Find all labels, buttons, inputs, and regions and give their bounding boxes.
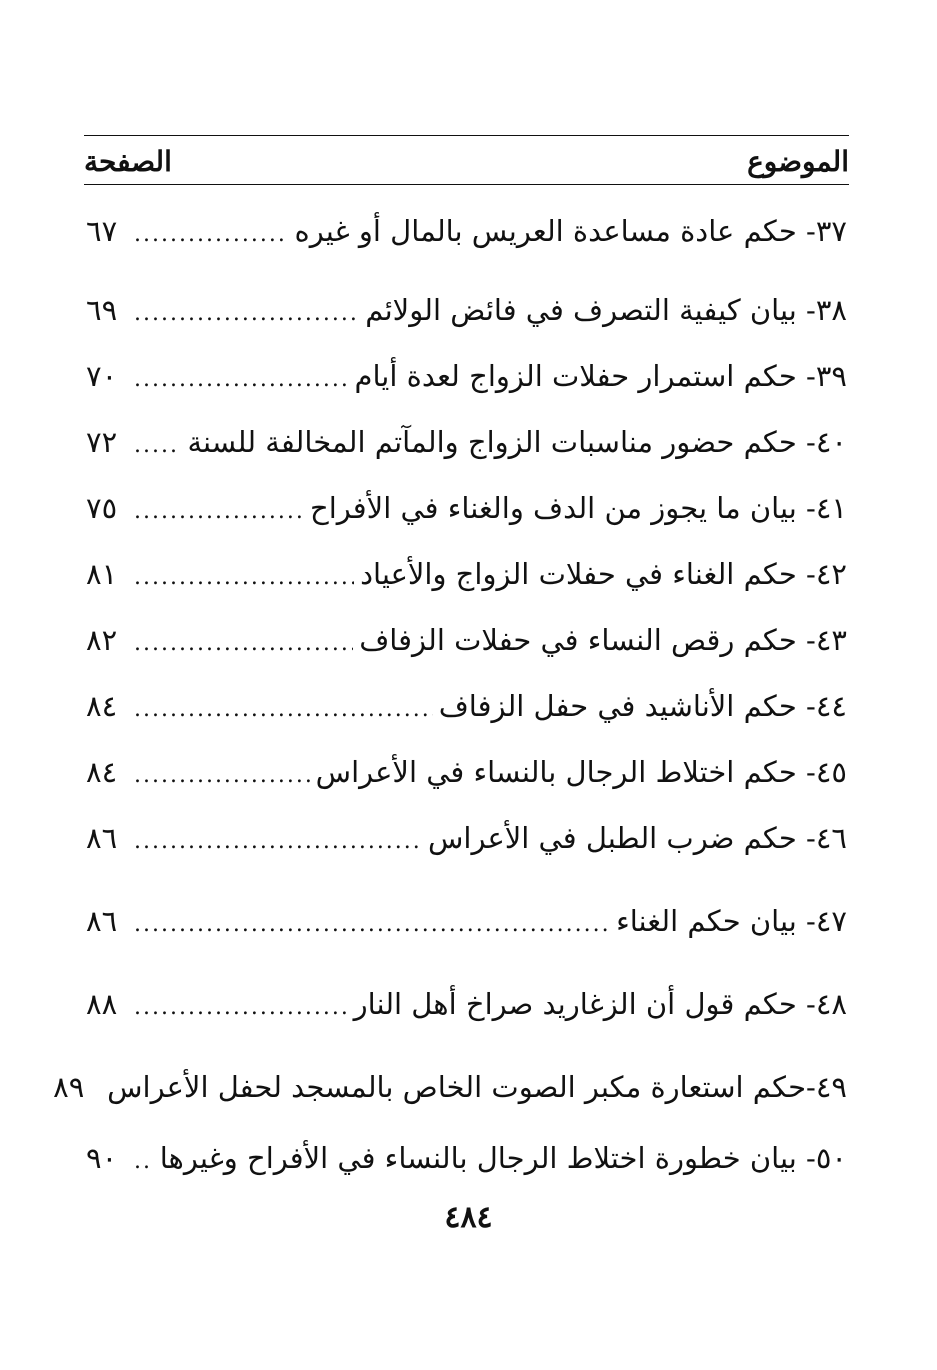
toc-leader-dots — [134, 488, 304, 536]
toc-entry-title: ٤٧- بيان حكم الغناء — [616, 904, 847, 938]
toc-leader-dots — [134, 422, 181, 470]
header-bottom-rule — [84, 184, 849, 185]
toc-entry-title: ٤٢- حكم الغناء في حفلات الزواج والأعياد — [360, 557, 847, 591]
toc-entry-page: ٨١ — [86, 557, 118, 591]
toc-entry-page: ٩٠ — [86, 1141, 118, 1175]
toc-entry-page: ٨٩ — [53, 1070, 85, 1104]
toc-entry — [86, 682, 847, 730]
toc-entry — [86, 748, 847, 796]
toc-entry-title: ٣٨- بيان كيفية التصرف في فائض الولائم — [365, 293, 847, 327]
toc-leader-dots — [134, 554, 354, 602]
toc-leader-dots — [134, 901, 610, 949]
toc-entry-page: ٨٦ — [86, 904, 118, 938]
toc-entry-page: ٦٩ — [86, 293, 118, 327]
toc-entry-page: ٨٦ — [86, 821, 118, 855]
toc-entry-page: ٦٧ — [86, 214, 118, 248]
toc-entry-title: ٤٥- حكم اختلاط الرجال بالنساء في الأعراس — [315, 755, 847, 789]
toc-entry-page: ٧٠ — [86, 359, 118, 393]
toc-leader-dots — [134, 211, 289, 259]
toc-entry-page: ٨٢ — [86, 623, 118, 657]
toc-leader-dots — [134, 686, 433, 734]
toc-entry — [86, 207, 847, 255]
toc-entry — [86, 286, 847, 334]
toc-entry-page: ٨٨ — [86, 987, 118, 1021]
toc-entry-title: ٤١- بيان ما يجوز من الدف والغناء في الأفراح — [310, 491, 847, 525]
page-column-label: الصفحة — [84, 144, 172, 178]
toc-leader-dots — [134, 984, 348, 1032]
toc-entry — [86, 980, 847, 1028]
toc-header — [84, 140, 849, 182]
header-top-rule — [84, 135, 849, 136]
toc-leader-dots — [134, 620, 353, 668]
topic-column-label: الموضوع — [747, 144, 849, 178]
toc-entry-title: ٤٩-حكم استعارة مكبر الصوت الخاص بالمسجد لحفل الأعراس — [107, 1070, 847, 1104]
toc-entry-title: ٤٦- حكم ضرب الطبل في الأعراس — [427, 821, 847, 855]
toc-entry-title: ٤٠- حكم حضور مناسبات الزواج والمآتم المخالفة للسنة — [187, 425, 847, 459]
toc-entry-page: ٨٤ — [86, 689, 118, 723]
toc-entry-page: ٧٢ — [86, 425, 118, 459]
toc-entry-page: ٧٥ — [86, 491, 118, 525]
toc-entry — [86, 897, 847, 945]
toc-entry — [86, 352, 847, 400]
toc-entry — [86, 484, 847, 532]
toc-leader-dots — [134, 752, 310, 800]
toc-entry-title: ٤٣- حكم رقص النساء في حفلات الزفاف — [359, 623, 847, 657]
page-number: ٤٨٤ — [444, 1200, 493, 1235]
toc-entry — [86, 616, 847, 664]
toc-entry — [53, 1063, 847, 1111]
toc-entry-title: ٣٧- حكم عادة مساعدة العريس بالمال أو غيره — [294, 214, 847, 248]
toc-entry — [86, 1134, 847, 1182]
toc-leader-dots — [134, 818, 422, 866]
toc-entry-title: ٤٨- حكم قول أن الزغاريد صراخ أهل النار — [353, 987, 847, 1021]
toc-entry-page: ٨٤ — [86, 755, 118, 789]
toc-entry — [86, 550, 847, 598]
toc-entry-title: ٥٠- بيان خطورة اختلاط الرجال بالنساء في الأفراح وغيرها — [159, 1141, 847, 1175]
toc-leader-dots — [134, 356, 349, 404]
toc-leader-dots — [134, 290, 359, 338]
toc-entry-title: ٣٩- حكم استمرار حفلات الزواج لعدة أيام — [354, 359, 847, 393]
toc-entry-title: ٤٤- حكم الأناشيد في حفل الزفاف — [438, 689, 847, 723]
toc-leader-dots — [134, 1138, 154, 1186]
toc-entry — [86, 418, 847, 466]
toc-entry — [86, 814, 847, 862]
